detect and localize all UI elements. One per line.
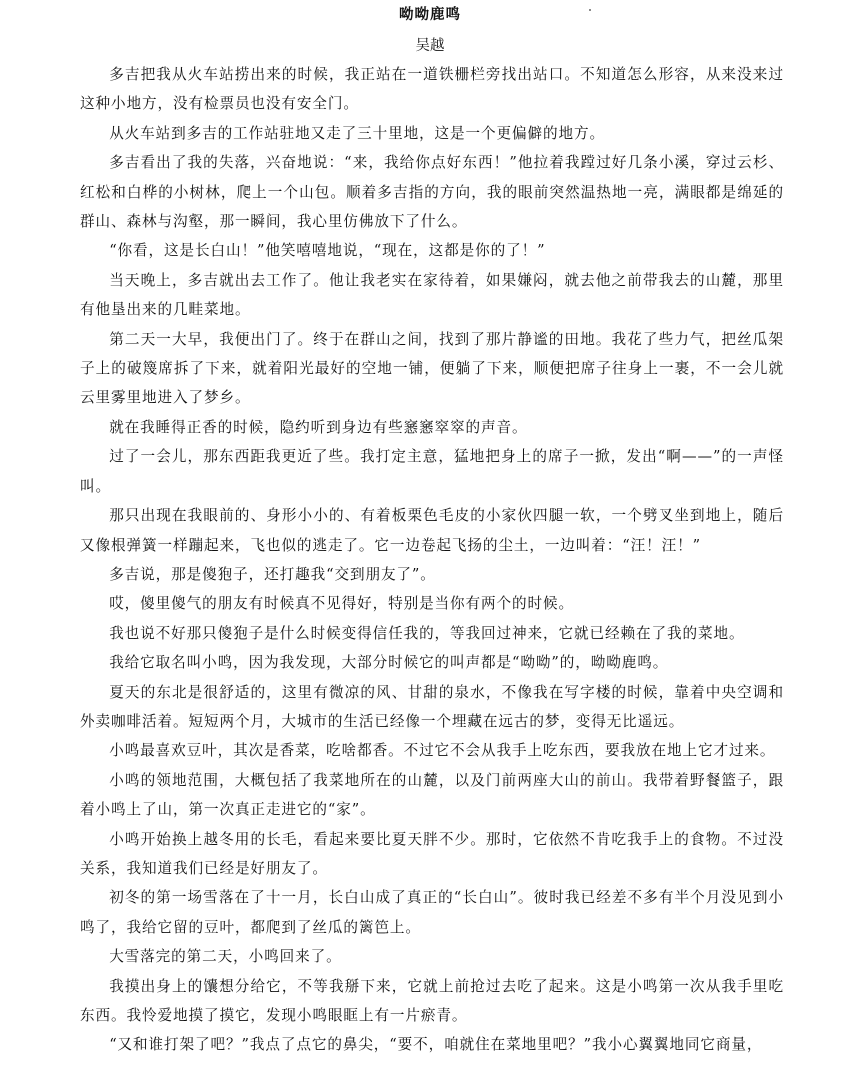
- article-title: 呦呦鹿鸣: [399, 6, 461, 23]
- paragraph: 我也说不好那只傻狍子是什么时候变得信任我的，等我回过神来，它就已经赖在了我的菜地。: [109, 624, 745, 642]
- paragraph: 过了一会儿，那东西距我更近了些。我打定主意，猛地把身上的席子一掀，发出“啊——”的一声怪叫。: [80, 448, 784, 495]
- article-body: [80, 60, 784, 1060]
- stray-dot: [589, 9, 591, 11]
- paragraph: 小鸣开始换上越冬用的长毛，看起来要比夏天胖不少。那时，它依然不肯吃我手上的食物。不过没关系，我知道我们已经是好朋友了。: [80, 830, 784, 877]
- paragraph: 当天晚上，多吉就出去工作了。他让我老实在家待着，如果嫌闷，就去他之前带我去的山麓，那里有他垦出来的几畦菜地。: [80, 271, 784, 319]
- paragraph: 多吉把我从火车站捞出来的时候，我正站在一道铁栅栏旁找出站口。不知道怎么形容，从来没来过这种小地方，没有检票员也没有安全门。: [80, 66, 784, 113]
- paragraph: 我给它取名叫小鸣，因为我发现，大部分时候它的叫声都是“呦呦”的，呦呦鹿鸣。: [109, 654, 669, 672]
- paragraph: “又和谁打架了吧？”我点了点它的鼻尖，“要不，咱就住在菜地里吧？”我小心翼翼地同它商量，: [109, 1036, 763, 1054]
- paragraph: 哎，傻里傻气的朋友有时候真不见得好，特别是当你有两个的时候。: [109, 595, 575, 613]
- paragraph: 多吉说，那是傻狍子，还打趣我“交到朋友了”。: [109, 565, 436, 583]
- paragraph: 就在我睡得正香的时候，隐约听到身边有些窸窸窣窣的声音。: [109, 418, 528, 436]
- paragraph: 小鸣最喜欢豆叶，其次是香菜，吃啥都香。不过它不会从我手上吃东西，要我放在地上它才过来。: [109, 742, 776, 760]
- paragraph: 多吉看出了我的失落，兴奋地说：“来，我给你点好东西！”他拉着我蹚过好几条小溪，穿过云杉、红松和白桦的小树林，爬上一个山包。顺着多吉指的方向，我的眼前突然温热地一亮，满眼都是绵延的群山、森林与沟壑，那一瞬间，我心里仿佛放下了什么。: [80, 154, 784, 231]
- paragraph: 小鸣的领地范围，大概包括了我菜地所在的山麓，以及门前两座大山的前山。我带着野餐篮子，跟着小鸣上了山，第一次真正走进它的“家”。: [80, 771, 784, 819]
- paragraph: 大雪落完的第二天，小鸣回来了。: [109, 948, 342, 966]
- paragraph: 那只出现在我眼前的、身形小小的、有着板栗色毛皮的小家伙四腿一软，一个劈叉坐到地上，随后又像根弹簧一样蹦起来，飞也似的逃走了。它一边卷起飞扬的尘土，一边叫着：“汪！汪！”: [80, 507, 784, 554]
- paragraph: “你看，这是长白山！”他笑嘻嘻地说，“现在，这都是你的了！”: [109, 242, 546, 260]
- paragraph: 夏天的东北是很舒适的，这里有微凉的风、甘甜的泉水，不像我在写字楼的时候，靠着中央空调和外卖咖啡活着。短短两个月，大城市的生活已经像一个埋藏在远古的梦，变得无比遥远。: [80, 683, 784, 730]
- paragraph: 从火车站到多吉的工作站驻地又走了三十里地，这是一个更偏僻的地方。: [109, 124, 605, 142]
- article-author: 吴越: [415, 38, 445, 54]
- paragraph: 第二天一大早，我便出门了。终于在群山之间，找到了那片静谧的田地。我花了些力气，把丝瓜架子上的破篾席拆了下来，就着阳光最好的空地一铺，便躺了下来，顺便把席子往身上一裹，不一会儿就云里雾里地进入了梦乡。: [80, 330, 784, 407]
- paragraph: 我摸出身上的馕想分给它，不等我掰下来，它就上前抢过去吃了起来。这是小鸣第一次从我手里吃东西。我怜爱地摸了摸它，发现小鸣眼眶上有一片瘀青。: [80, 977, 784, 1024]
- paragraph: 初冬的第一场雪落在了十一月，长白山成了真正的“长白山”。彼时我已经差不多有半个月没见到小鸣了，我给它留的豆叶，都爬到了丝瓜的篱笆上。: [80, 889, 784, 936]
